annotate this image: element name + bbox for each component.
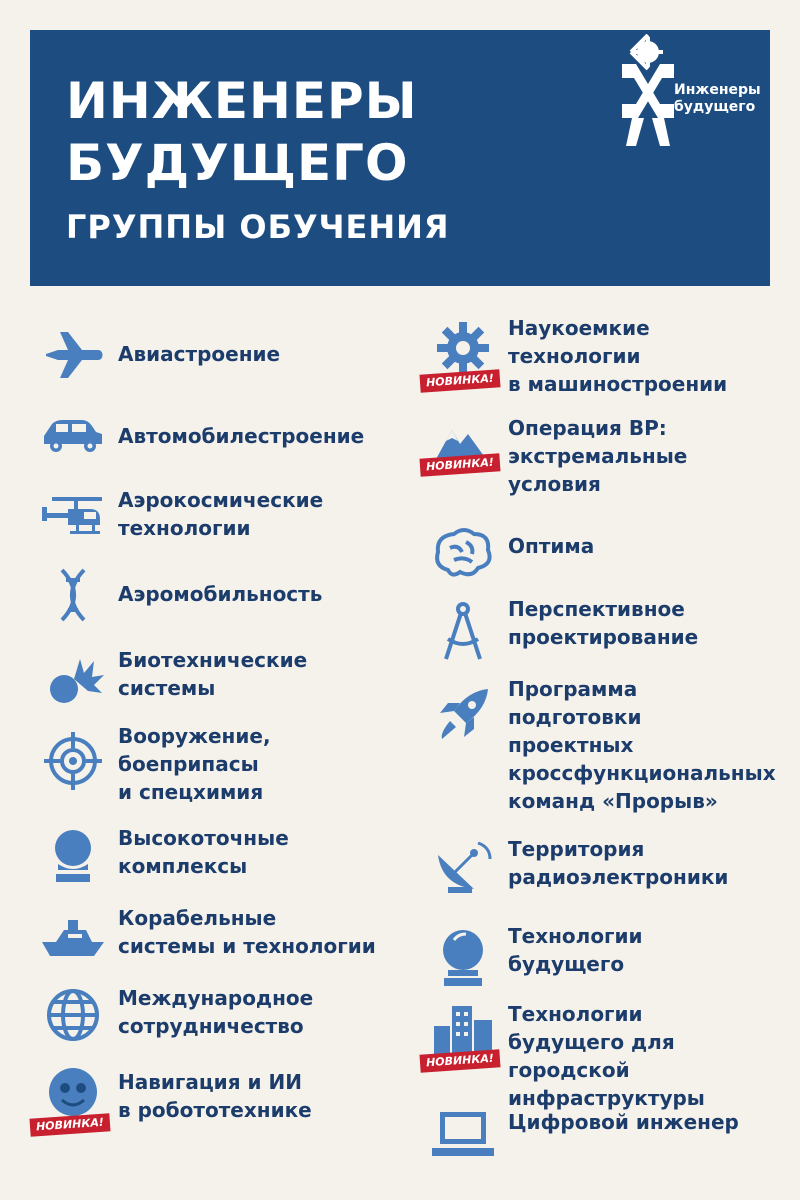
airplane-icon: [38, 320, 108, 390]
logo-text: [674, 82, 761, 116]
list-item-label: Перспективное проектирование: [508, 597, 699, 649]
globe-stand-icon: [38, 820, 108, 890]
list-item-label: Аэрокосмические технологии: [118, 488, 324, 540]
helicopter-icon: [38, 485, 108, 555]
title-line-2: БУДУЩЕГО: [66, 134, 409, 192]
crystal-ball-icon: [428, 922, 498, 992]
globe-icon: [38, 980, 108, 1050]
list-item-label: Высокоточные комплексы: [118, 826, 289, 878]
list-item-label: Операция ВР: экстремальные условия: [508, 416, 688, 496]
list-item-label: Территория радиоэлектроники: [508, 837, 729, 889]
satellite-dish-icon: [428, 835, 498, 905]
list-item-label: Технологии будущего: [508, 924, 643, 976]
list-item-label: Программа подготовки проектных кроссфункциональных команд «Прорыв»: [508, 677, 776, 813]
list-item-label: Аэромобильность: [118, 582, 323, 606]
page-subtitle: ГРУППЫ ОБУЧЕНИЯ: [66, 208, 450, 246]
list-item-label: Технологии будущего для городской инфраструктуры: [508, 1002, 705, 1110]
logo-line-2: будущего: [674, 99, 756, 115]
new-badge: НОВИНКА!: [419, 369, 500, 393]
explosion-icon: [38, 645, 108, 715]
list-item-label: Цифровой инженер: [508, 1110, 739, 1134]
logo-line-1: Инженеры: [674, 82, 761, 98]
new-badge: НОВИНКА!: [419, 1049, 500, 1073]
list-item-label: Международное сотрудничество: [118, 986, 314, 1038]
compass-icon: [428, 597, 498, 667]
list-item-label: Вооружение, боеприпасы и спецхимия: [118, 724, 271, 804]
new-badge: НОВИНКА!: [419, 453, 500, 477]
rocket-icon: [428, 681, 498, 751]
page-title: [66, 70, 418, 194]
list-item-label: Автомобилестроение: [118, 424, 365, 448]
target-icon: [38, 726, 108, 796]
ship-icon: [38, 902, 108, 972]
logo: [608, 34, 768, 154]
list-item-label: Корабельные системы и технологии: [118, 906, 376, 958]
list-item-label: Навигация и ИИ в робототехнике: [118, 1070, 312, 1122]
list-item-label: Авиастроение: [118, 342, 281, 366]
title-line-1: ИНЖЕНЕРЫ: [66, 72, 418, 130]
car-icon: [38, 400, 108, 470]
new-badge: НОВИНКА!: [29, 1113, 110, 1137]
brain-icon: [428, 520, 498, 590]
laptop-icon: [428, 1100, 498, 1170]
list-item-label: Оптима: [508, 534, 595, 558]
list-item-label: Наукоемкие технологии в машиностроении: [508, 316, 728, 396]
dna-icon: [38, 560, 108, 630]
list-item-label: Биотехнические системы: [118, 648, 308, 700]
header-banner: [30, 30, 770, 286]
